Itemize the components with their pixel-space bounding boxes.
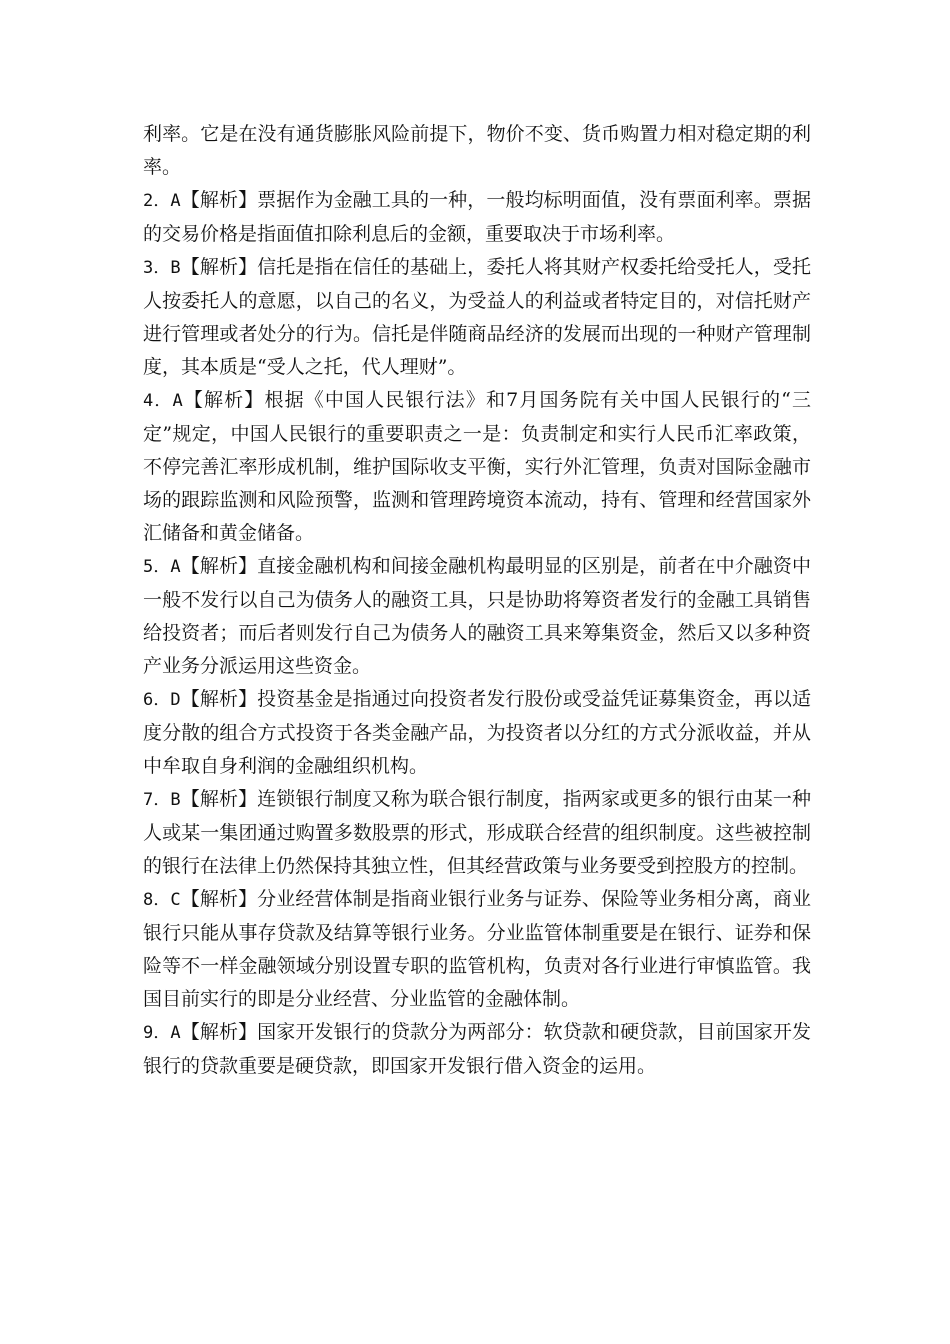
answer-explanation: 【解析】直接金融机构和间接金融机构最明显的区别是，前者在中介融资中一般不发行以自己为债务人的融资工具，只是协助将筹资者发行的金融工具销售给投资者；而后者则发行自己为债务人的融资工具来筹集资金，然后又以多种资产业务分派运用这些资金。 xyxy=(143,555,811,677)
answer-number: 7．B xyxy=(143,790,181,810)
answer-explanation: 【解析】连锁银行制度又称为联合银行制度，指两家或更多的银行由某一种人或某一集团通过购置多数股票的形式，形成联合经营的组织制度。这些被控制的银行在法律上仍然保持其独立性，但其经营政策与业务要受到控股方的控制。 xyxy=(143,788,811,877)
answer-item-6 xyxy=(143,683,811,783)
answer-item-7 xyxy=(143,783,811,883)
answer-item-3 xyxy=(143,251,811,384)
answer-number: 6．D xyxy=(143,690,181,710)
answer-explanation: 【解析】根据《中国人民银行法》和7月国务院有关中国人民银行的“三定”规定，中国人民银行的重要职责之一是：负责制定和实行人民币汇率政策，不停完善汇率形成机制，维护国际收支平衡，实行外汇管理，负责对国际金融市场的跟踪监测和风险预警，监测和管理跨境资本流动，持有、管理和经营国家外汇储备和黄金储备。 xyxy=(143,389,811,544)
answer-item-5 xyxy=(143,550,811,683)
paragraph-text: 利率。它是在没有通货膨胀风险前提下，物价不变、货币购置力相对稳定期的利率。 xyxy=(143,123,811,178)
answer-item-8 xyxy=(143,883,811,1016)
answer-item-2 xyxy=(143,184,811,251)
answer-item-4 xyxy=(143,384,811,550)
answer-item-9 xyxy=(143,1016,811,1083)
paragraph-continued xyxy=(143,118,811,184)
answer-number: 8．C xyxy=(143,890,181,910)
answer-explanation: 【解析】票据作为金融工具的一种，一般均标明面值，没有票面利率。票据的交易价格是指面值扣除利息后的金额，重要取决于市场利率。 xyxy=(143,189,811,245)
answer-number: 2．A xyxy=(143,191,181,211)
answer-explanation: 【解析】分业经营体制是指商业银行业务与证券、保险等业务相分离，商业银行只能从事存贷款及结算等银行业务。分业监管体制重要是在银行、证券和保险等不一样金融领域分别设置专职的监管机构，负责对各行业进行审慎监管。我国目前实行的即是分业经营、分业监管的金融体制。 xyxy=(143,888,811,1010)
document-body xyxy=(143,118,811,1083)
answer-explanation: 【解析】信托是指在信任的基础上，委托人将其财产权委托给受托人，受托人按委托人的意愿，以自己的名义，为受益人的利益或者特定目的，对信托财产进行管理或者处分的行为。信托是伴随商品经济的发展而出现的一种财产管理制度，其本质是“受人之托，代人理财”。 xyxy=(143,256,811,378)
answer-number: 9．A xyxy=(143,1023,181,1043)
answer-number: 5．A xyxy=(143,557,181,577)
answer-number: 3．B xyxy=(143,258,181,278)
answer-explanation: 【解析】国家开发银行的贷款分为两部分：软贷款和硬贷款，目前国家开发银行的贷款重要是硬贷款，即国家开发银行借入资金的运用。 xyxy=(143,1021,811,1077)
answer-explanation: 【解析】投资基金是指通过向投资者发行股份或受益凭证募集资金，再以适度分散的组合方式投资于各类金融产品，为投资者以分红的方式分派收益，并从中牟取自身利润的金融组织机构。 xyxy=(143,688,811,777)
answer-number: 4．A xyxy=(143,391,183,411)
